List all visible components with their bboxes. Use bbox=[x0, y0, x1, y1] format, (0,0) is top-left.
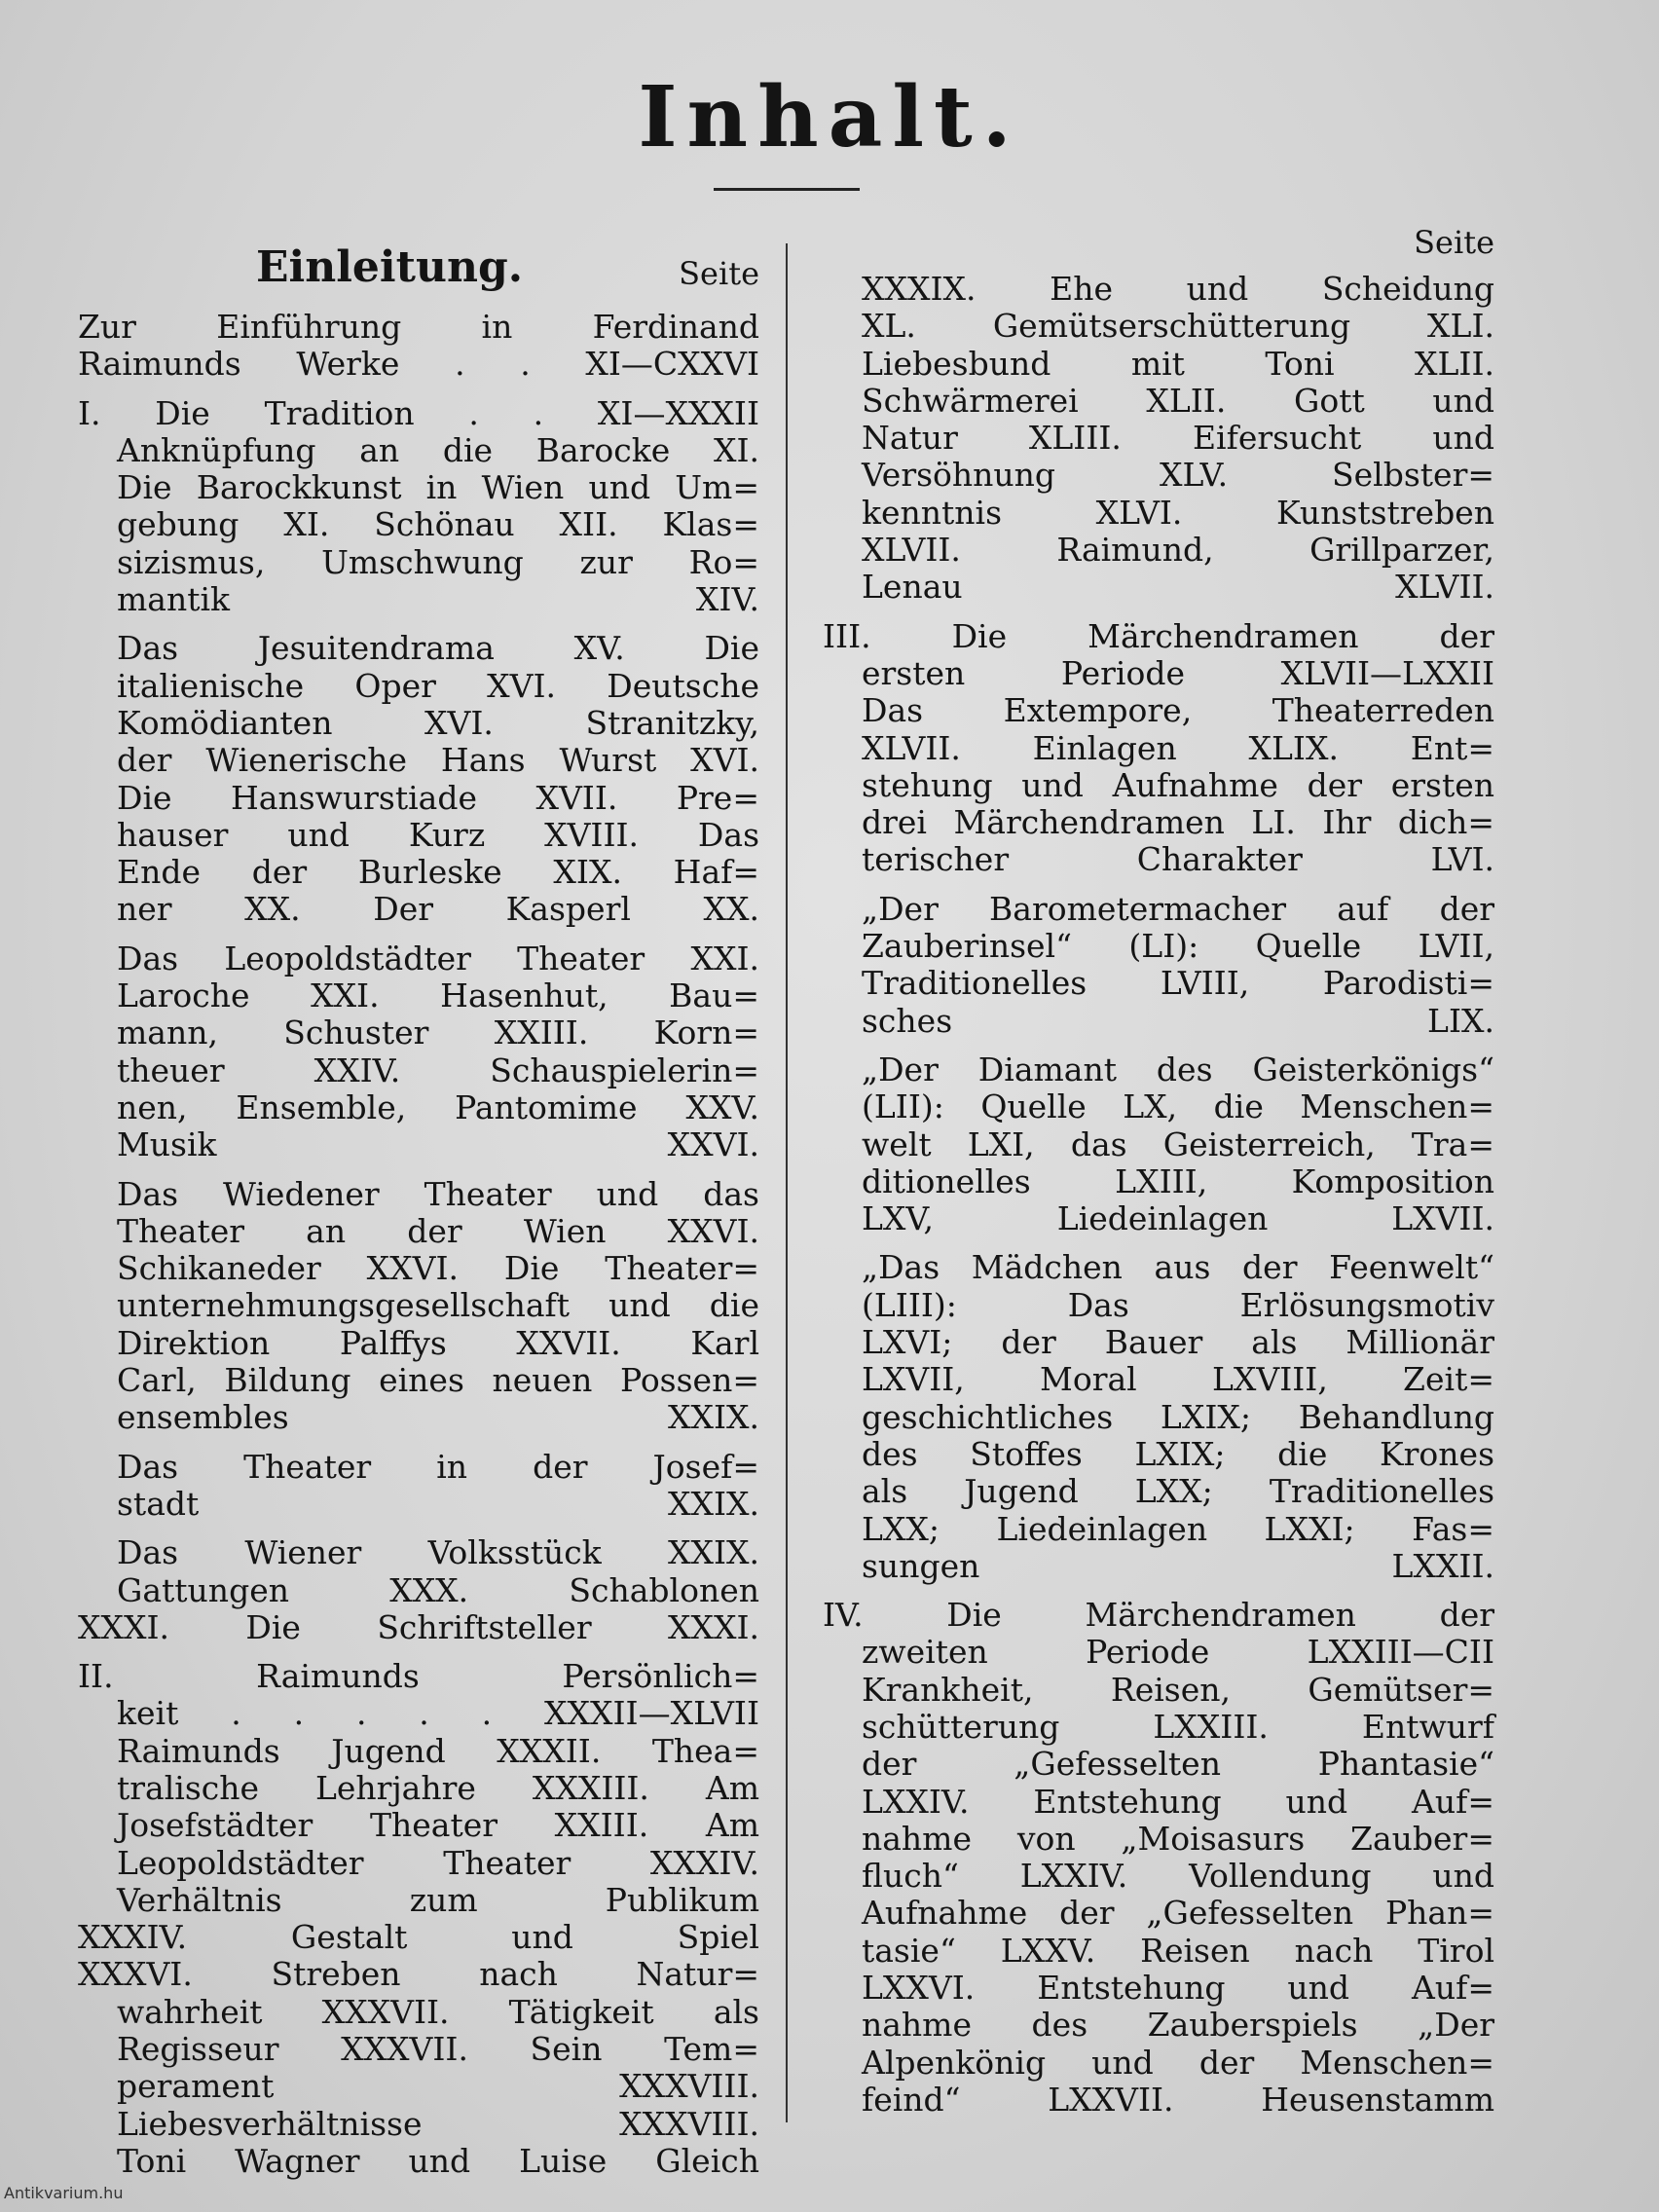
toc-line: Zur Einführung in Ferdinand bbox=[78, 308, 759, 346]
toc-line: hauser und Kurz XVIII. Das bbox=[117, 815, 759, 854]
toc-entry bbox=[78, 1658, 759, 2180]
left-entries bbox=[78, 309, 759, 2180]
toc-line: II. Raimunds Persönlich= bbox=[78, 1657, 759, 1696]
toc-line: Schikaneder XXVI. Die Theater= bbox=[117, 1249, 759, 1288]
toc-line: XL. Gemütserschütterung XLI. bbox=[862, 307, 1494, 346]
toc-line: Komödianten XVI. Stranitzky, bbox=[117, 703, 759, 742]
seite-label-right: Seite bbox=[1414, 224, 1494, 261]
toc-entry bbox=[78, 940, 759, 1164]
watermark: Antikvarium.hu bbox=[4, 2184, 124, 2202]
toc-line: „Der Diamant des Geisterkönigs“ bbox=[862, 1050, 1494, 1088]
toc-line: (LII): Quelle LX, die Menschen= bbox=[862, 1088, 1494, 1126]
toc-line: theuer XXIV. Schauspielerin= bbox=[117, 1051, 759, 1089]
toc-line: Zauberinsel“ (LI): Quelle LVII, bbox=[862, 927, 1494, 966]
toc-line: LXVI; der Bauer als Millionär bbox=[862, 1323, 1494, 1362]
toc-line: LXVII, Moral LXVIII, Zeit= bbox=[862, 1360, 1494, 1399]
column-divider bbox=[786, 243, 788, 2122]
toc-line: italienische Oper XVI. Deutsche bbox=[117, 666, 759, 705]
toc-line: XLVII. Raimund, Grillparzer, bbox=[862, 531, 1494, 570]
toc-line: wahrheit XXXVII. Tätigkeit als bbox=[117, 1992, 759, 2031]
toc-entry bbox=[78, 630, 759, 928]
seite-label-left: Seite bbox=[679, 255, 759, 292]
toc-line: der „Gefesselten Phantasie“ bbox=[862, 1745, 1494, 1784]
toc-line: LXX; Liedeinlagen LXXI; Fas= bbox=[862, 1509, 1494, 1548]
toc-line: Toni Wagner und Luise Gleich bbox=[117, 2141, 759, 2180]
toc-line: LXXVI. Entstehung und Auf= bbox=[862, 1969, 1494, 2008]
toc-line: Das Wiener Volksstück XXIX. bbox=[117, 1533, 759, 1572]
toc-line: Schwärmerei XLII. Gott und bbox=[862, 381, 1494, 420]
heading-text: Einleitung. bbox=[255, 242, 524, 292]
toc-line: tasie“ LXXV. Reisen nach Tirol bbox=[862, 1931, 1494, 1970]
toc-line: Musik XXVI. bbox=[117, 1125, 759, 1164]
toc-line: Aufnahme der „Gefesselten Phan= bbox=[862, 1894, 1494, 1933]
toc-line: perament XXXVIII. bbox=[117, 2067, 759, 2106]
toc-line: Das Leopoldstädter Theater XXI. bbox=[117, 939, 759, 977]
toc-entry bbox=[823, 1051, 1494, 1237]
toc-line: schütterung LXXIII. Entwurf bbox=[862, 1707, 1494, 1746]
toc-line: feind“ LXXVII. Heusenstamm bbox=[862, 2080, 1494, 2119]
toc-line: Krankheit, Reisen, Gemütser= bbox=[862, 1670, 1494, 1709]
toc-line: terischer Charakter LVI. bbox=[862, 840, 1494, 879]
toc-line: Die Barockkunst in Wien und Um= bbox=[117, 468, 759, 507]
toc-line: Anknüpfung an die Barocke XI. bbox=[117, 430, 759, 469]
toc-line: gebung XI. Schönau XII. Klas= bbox=[117, 505, 759, 544]
right-entries bbox=[823, 271, 1494, 2119]
toc-entry bbox=[78, 309, 759, 384]
toc-line: LXXIV. Entstehung und Auf= bbox=[862, 1782, 1494, 1821]
toc-line: Josefstädter Theater XXIII. Am bbox=[117, 1806, 759, 1845]
toc-entry bbox=[823, 1597, 1494, 2119]
toc-line: Das Extempore, Theaterreden bbox=[862, 691, 1494, 730]
toc-line: Lenau XLVII. bbox=[862, 568, 1494, 607]
toc-line: (LIII): Das Erlösungsmotiv bbox=[862, 1285, 1494, 1324]
toc-line: stehung und Aufnahme der ersten bbox=[862, 765, 1494, 804]
toc-line: fluch“ LXXIV. Vollendung und bbox=[862, 1857, 1494, 1896]
toc-line: sungen LXXII. bbox=[862, 1546, 1494, 1585]
toc-line: kenntnis XLVI. Kunststreben bbox=[862, 493, 1494, 532]
toc-line: Raimunds Werke . . XI—CXXVI bbox=[78, 345, 759, 384]
toc-line: „Der Barometermacher auf der bbox=[862, 889, 1494, 928]
toc-line: Ende der Burleske XIX. Haf= bbox=[117, 853, 759, 892]
toc-line: Liebesverhältnisse XXXVIII. bbox=[117, 2104, 759, 2143]
toc-line: nahme von „Moisasurs Zauber= bbox=[862, 1819, 1494, 1858]
toc-line: stadt XXIX. bbox=[117, 1484, 759, 1523]
toc-entry bbox=[78, 1534, 759, 1646]
toc-line: nen, Ensemble, Pantomime XXV. bbox=[117, 1088, 759, 1126]
toc-line: Regisseur XXXVII. Sein Tem= bbox=[117, 2030, 759, 2069]
toc-line: Theater an der Wien XXVI. bbox=[117, 1211, 759, 1250]
toc-entry bbox=[823, 1249, 1494, 1585]
toc-line: Alpenkönig und der Menschen= bbox=[862, 2043, 1494, 2082]
toc-entry bbox=[823, 891, 1494, 1040]
toc-line: des Stoffes LXIX; die Krones bbox=[862, 1434, 1494, 1473]
title-rule bbox=[714, 188, 860, 191]
toc-line: Liebesbund mit Toni XLII. bbox=[862, 344, 1494, 383]
toc-line: I. Die Tradition . . XI—XXXII bbox=[78, 393, 759, 432]
toc-line: der Wienerische Hans Wurst XVI. bbox=[117, 741, 759, 780]
toc-line: ensembles XXIX. bbox=[117, 1398, 759, 1437]
right-column bbox=[823, 226, 1494, 2119]
toc-entry bbox=[78, 1176, 759, 1437]
toc-line: Leopoldstädter Theater XXXIV. bbox=[117, 1843, 759, 1882]
toc-line: XLVII. Einlagen XLIX. Ent= bbox=[862, 728, 1494, 767]
toc-line: Traditionelles LVIII, Parodisti= bbox=[862, 964, 1494, 1003]
toc-line: als Jugend LXX; Traditionelles bbox=[862, 1472, 1494, 1511]
toc-line: „Das Mädchen aus der Feenwelt“ bbox=[862, 1248, 1494, 1287]
toc-line: welt LXI, das Geisterreich, Tra= bbox=[862, 1124, 1494, 1163]
section-heading bbox=[78, 239, 759, 297]
toc-line: Raimunds Jugend XXXII. Thea= bbox=[117, 1731, 759, 1770]
toc-line: Laroche XXI. Hasenhut, Bau= bbox=[117, 977, 759, 1015]
toc-line: XXXIV. Gestalt und Spiel bbox=[78, 1918, 759, 1957]
toc-line: mantik XIV. bbox=[117, 580, 759, 619]
toc-line: sizismus, Umschwung zur Ro= bbox=[117, 542, 759, 581]
toc-line: nahme des Zauberspiels „Der bbox=[862, 2006, 1494, 2045]
toc-line: Versöhnung XLV. Selbster= bbox=[862, 456, 1494, 495]
toc-line: geschichtliches LXIX; Behandlung bbox=[862, 1397, 1494, 1436]
toc-line: Direktion Palffys XXVII. Karl bbox=[117, 1323, 759, 1362]
toc-line: XXXVI. Streben nach Natur= bbox=[78, 1955, 759, 1994]
toc-entry bbox=[823, 271, 1494, 607]
toc-line: XXXI. Die Schriftsteller XXXI. bbox=[78, 1607, 759, 1646]
toc-line: unternehmungsgesellschaft und die bbox=[117, 1286, 759, 1325]
left-column bbox=[78, 239, 759, 2180]
toc-line: IV. Die Märchendramen der bbox=[823, 1596, 1494, 1635]
toc-line: Gattungen XXX. Schablonen bbox=[117, 1570, 759, 1609]
toc-line: Carl, Bildung eines neuen Possen= bbox=[117, 1361, 759, 1400]
toc-line: mann, Schuster XXIII. Korn= bbox=[117, 1014, 759, 1052]
toc-line: Das Theater in der Josef= bbox=[117, 1447, 759, 1486]
toc-line: ditionelles LXIII, Komposition bbox=[862, 1161, 1494, 1200]
toc-line: ner XX. Der Kasperl XX. bbox=[117, 890, 759, 929]
toc-line: zweiten Periode LXXIII—CII bbox=[862, 1633, 1494, 1672]
toc-line: sches LIX. bbox=[862, 1001, 1494, 1040]
toc-entry bbox=[78, 395, 759, 619]
toc-line: Verhältnis zum Publikum bbox=[117, 1880, 759, 1919]
toc-line: Das Jesuitendrama XV. Die bbox=[117, 629, 759, 668]
toc-line: ersten Periode XLVII—LXXII bbox=[862, 653, 1494, 692]
toc-line: tralische Lehrjahre XXXIII. Am bbox=[117, 1768, 759, 1807]
toc-entry bbox=[78, 1449, 759, 1524]
toc-line: XXXIX. Ehe und Scheidung bbox=[862, 270, 1494, 308]
toc-line: III. Die Märchendramen der bbox=[823, 616, 1494, 655]
toc-entry bbox=[823, 618, 1494, 879]
toc-line: Die Hanswurstiade XVII. Pre= bbox=[117, 778, 759, 817]
page-title: Inhalt. bbox=[638, 68, 1021, 166]
toc-line: drei Märchendramen LI. Ihr dich= bbox=[862, 803, 1494, 842]
toc-line: Natur XLIII. Eifersucht und bbox=[862, 419, 1494, 458]
toc-line: keit . . . . . XXXII—XLVII bbox=[117, 1694, 759, 1733]
toc-line: LXV, Liedeinlagen LXVII. bbox=[862, 1199, 1494, 1238]
toc-line: Das Wiedener Theater und das bbox=[117, 1174, 759, 1213]
